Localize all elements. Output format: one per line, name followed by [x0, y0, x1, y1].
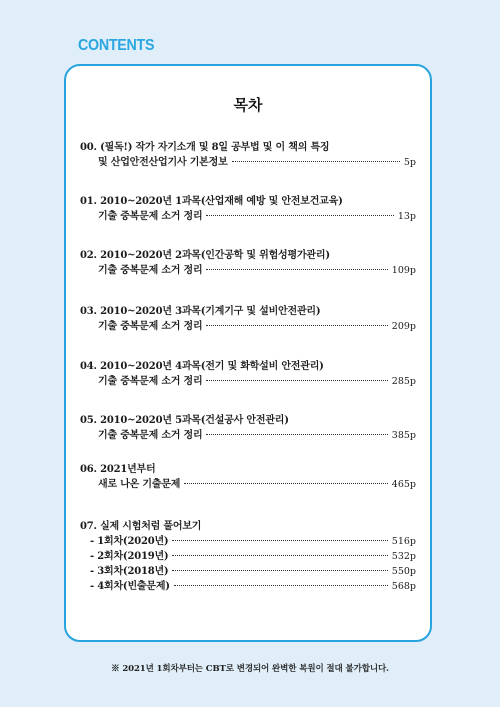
leader-dots: [172, 540, 387, 541]
page-number: 385p: [391, 430, 416, 441]
page-number: 5p: [403, 157, 416, 168]
toc-entry-heading: 02. 2010~2020년 2과목(인간공학 및 위험성평가관리): [80, 250, 330, 261]
contents-label: CONTENTS: [78, 37, 155, 54]
footnote: ※ 2021년 1회차부터는 CBT로 변경되어 완벽한 복원이 절대 불가합니다.: [111, 664, 389, 674]
toc-entry-heading: 03. 2010~2020년 3과목(기계기구 및 설비안전관리): [80, 306, 321, 317]
leader-dots: [184, 483, 388, 484]
page-number: 209p: [391, 321, 416, 332]
leader-dots: [172, 570, 387, 571]
toc-entry-05: [80, 413, 416, 443]
toc-subentry: [80, 534, 416, 549]
toc-subentry-label: - 3회차(2018년): [90, 566, 169, 577]
toc-subentry-label: - 1회차(2020년): [90, 536, 169, 547]
toc-subentry-label: - 4회차(빈출문제): [90, 581, 170, 592]
toc-subentry: [80, 549, 416, 564]
page-number: 532p: [391, 551, 416, 562]
toc-entry-07: [80, 519, 416, 594]
toc-subentry: [80, 579, 416, 594]
leader-dots: [206, 215, 393, 216]
page-number: 516p: [391, 536, 416, 547]
leader-dots: [174, 585, 388, 586]
leader-dots: [172, 555, 387, 556]
toc-entry-subtitle: 기출 중복문제 소거 정리: [98, 265, 203, 276]
leader-dots: [206, 380, 387, 381]
toc-entry-06: [80, 462, 416, 492]
toc-entry-heading: 06. 2021년부터: [80, 464, 156, 475]
page-number: 109p: [391, 265, 416, 276]
toc-entry-subtitle: 새로 나온 기출문제: [98, 479, 181, 490]
toc-entry-subtitle: 기출 중복문제 소거 정리: [98, 376, 203, 387]
toc-entry-heading: 00. (필독!) 작가 자기소개 및 8일 공부법 및 이 책의 특징: [80, 142, 330, 153]
toc-entry-heading: 07. 실제 시험처럼 풀어보기: [80, 521, 202, 532]
leader-dots: [232, 161, 400, 162]
toc-entry-subtitle: 기출 중복문제 소거 정리: [98, 430, 203, 441]
toc-entry-02: [80, 248, 416, 278]
page-number: 285p: [391, 376, 416, 387]
page-number: 550p: [391, 566, 416, 577]
toc-entry-heading: 04. 2010~2020년 4과목(전기 및 화학설비 안전관리): [80, 361, 324, 372]
leader-dots: [206, 269, 387, 270]
toc-subentry-label: - 2회차(2019년): [90, 551, 169, 562]
toc-entry-01: [80, 194, 416, 224]
toc-subentry: [80, 564, 416, 579]
toc-box: [64, 64, 432, 642]
leader-dots: [206, 434, 387, 435]
toc-entry-subtitle: 및 산업안전산업기사 기본정보: [98, 157, 228, 168]
page-number: 465p: [391, 479, 416, 490]
toc-title: 목차: [233, 96, 263, 114]
leader-dots: [206, 325, 387, 326]
toc-entry-heading: 05. 2010~2020년 5과목(건설공사 안전관리): [80, 415, 289, 426]
toc-entry-04: [80, 359, 416, 389]
toc-entry-03: [80, 304, 416, 334]
toc-entry-subtitle: 기출 중복문제 소거 정리: [98, 321, 203, 332]
toc-entry-heading: 01. 2010~2020년 1과목(산업재해 예방 및 안전보건교육): [80, 196, 343, 207]
page-number: 568p: [391, 581, 416, 592]
toc-entry-00: [80, 140, 416, 170]
toc-entry-subtitle: 기출 중복문제 소거 정리: [98, 211, 203, 222]
page-number: 13p: [397, 211, 416, 222]
